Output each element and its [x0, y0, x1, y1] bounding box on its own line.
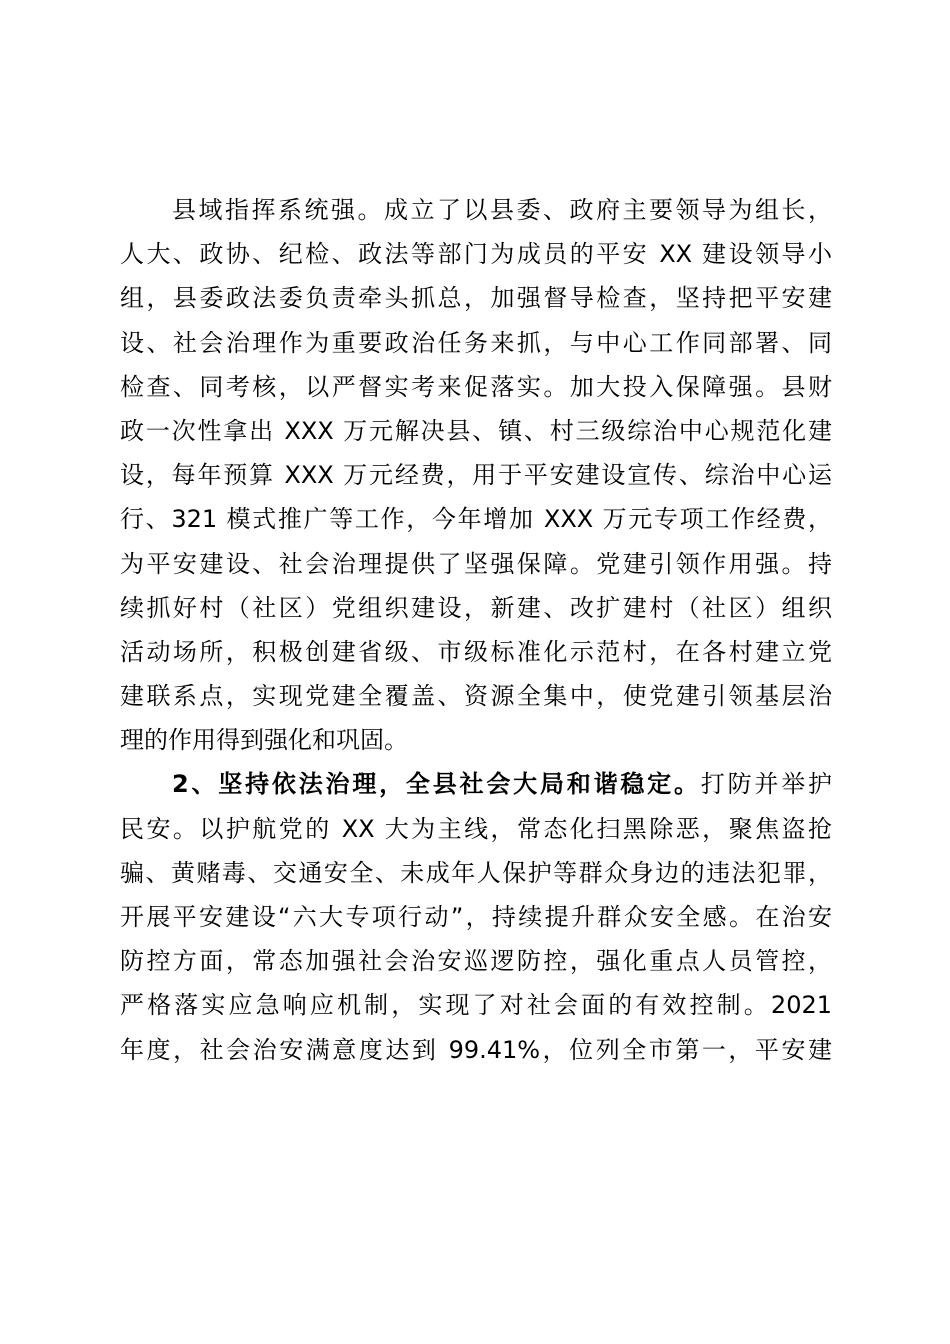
paragraph-2-first-line — [120, 762, 832, 806]
document-body — [120, 188, 832, 1072]
paragraph-1-line: 县域指挥系统强。成立了以县委、政府主要领导为组长， — [172, 196, 832, 224]
paragraph-2-line: 严格落实应急响应机制，实现了对社会面的有效控制。2021 — [120, 991, 832, 1020]
paragraph-1-line: 政一次性拿出 XXX 万元解决县、镇、村三级综治中心规范化建 — [120, 416, 832, 445]
paragraph-1-line: 设，每年预算 XXX 万元经费，用于平安建设宣传、综治中心运 — [120, 461, 832, 490]
paragraph-2-line: 防控方面，常态加强社会治安巡逻防控，强化重点人员管控， — [120, 947, 832, 976]
paragraph-1-line: 建联系点，实现党建全覆盖、资源全集中，使党建引领基层治 — [120, 682, 832, 711]
paragraph-1-line: 行、321 模式推广等工作，今年增加 XXX 万元专项工作经费， — [120, 505, 832, 534]
paragraph-2-line: 开展平安建设“六大专项行动”，持续提升群众安全感。在治安 — [120, 903, 832, 931]
paragraph-2-line: 骗、黄赌毒、交通安全、未成年人保护等群众身边的违法犯罪， — [120, 858, 832, 887]
paragraph-1-line: 续抓好村（社区）党组织建设，新建、改扩建村（社区）组织 — [120, 593, 832, 622]
paragraph-1-line: 检查、同考核，以严督实考来促落实。加大投入保障强。县财 — [120, 372, 832, 401]
paragraph-1-line: 活动场所，积极创建省级、市级标准化示范村，在各村建立党 — [120, 637, 832, 666]
paragraph-1-line: 为平安建设、社会治理提供了坚强保障。党建引领作用强。持 — [120, 549, 832, 578]
paragraph-2-line: 年度，社会治安满意度达到 99.41%，位列全市第一，平安建 — [120, 1035, 832, 1064]
paragraph-2-heading: 2、坚持依法治理，全县社会大局和谐稳定。 — [172, 770, 701, 799]
paragraph-1-line: 设、社会治理作为重要政治任务来抓，与中心工作同部署、同 — [120, 328, 832, 357]
paragraph-2-first-line-rest: 打防并举护 — [700, 770, 832, 799]
paragraph-1-line: 人大、政协、纪检、政法等部门为成员的平安 XX 建设领导小 — [120, 240, 832, 269]
paragraph-2-line: 民安。以护航党的 XX 大为主线，常态化扫黑除恶，聚焦盗抢 — [120, 814, 832, 843]
paragraph-1-line: 理的作用得到强化和巩固。 — [120, 726, 408, 755]
paragraph-1-line: 组，县委政法委负责牵头抓总，加强督导检查，坚持把平安建 — [120, 284, 832, 313]
